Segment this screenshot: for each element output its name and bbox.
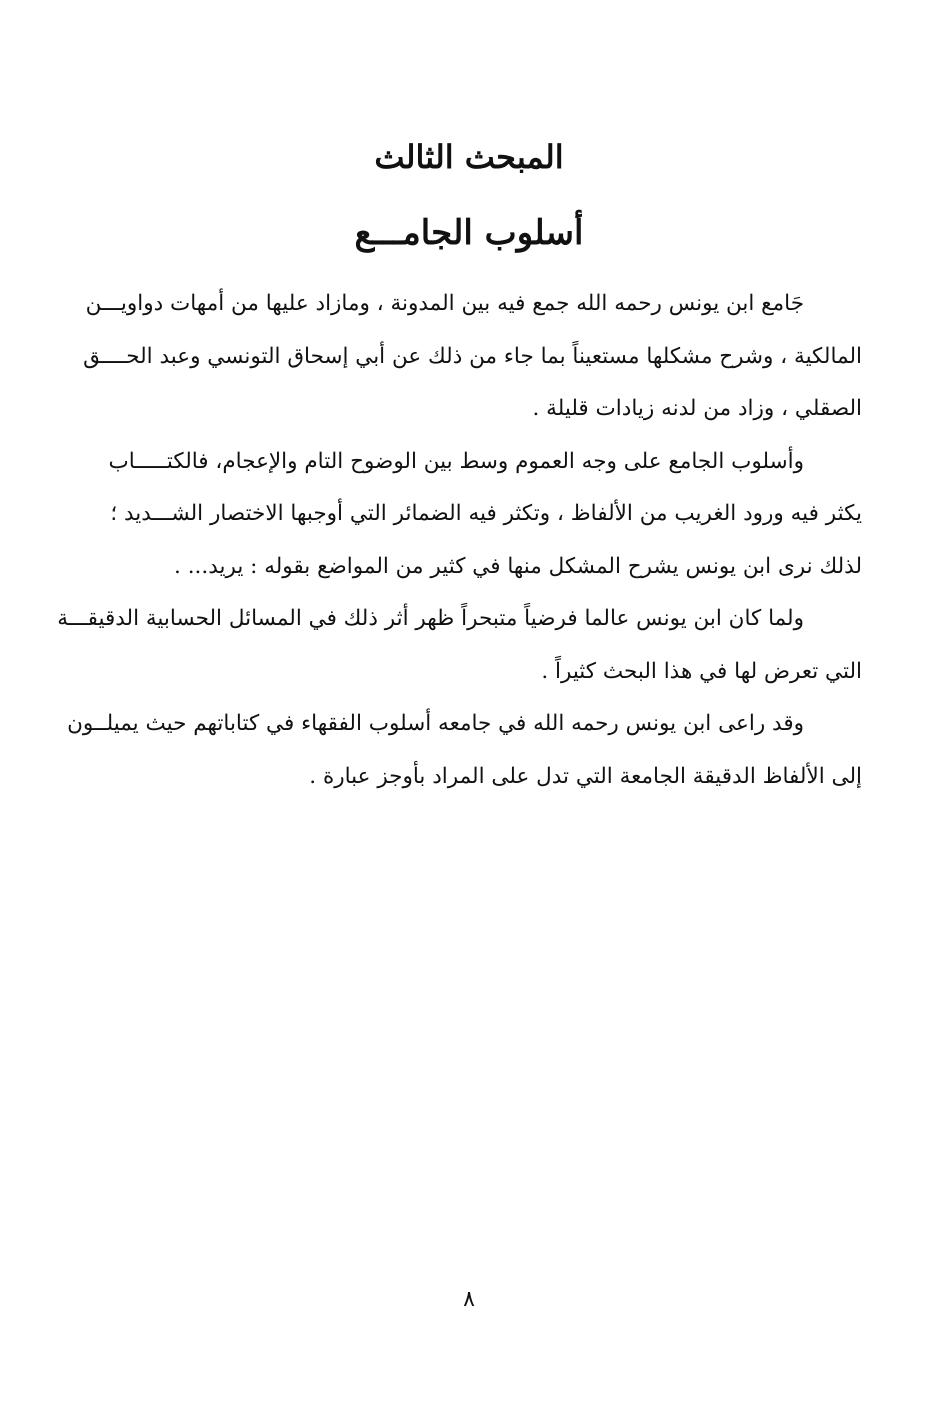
text-line: الصقلي ، وزاد من لدنه زيادات قليلة . <box>532 396 862 421</box>
section-title: المبحث الثالث <box>374 138 564 177</box>
paragraph-3 <box>57 593 862 698</box>
text-line: ولما كان ابن يونس عالما فرضياً متبحراً ظهر أثر ذلك في المسائل الحسابية الدقيقـــة <box>57 606 804 631</box>
text-line: يكثر فيه ورود الغريب من الألفاظ ، وتكثر فيه الضمائر التي أوجبها الاختصار الشـــديد ؛ <box>110 501 862 526</box>
paragraph-4 <box>67 698 862 803</box>
paragraph-1 <box>83 278 862 436</box>
paragraph-2 <box>108 436 862 594</box>
page-number: ٨ <box>463 1287 475 1312</box>
text-line: وقد راعى ابن يونس رحمه الله في جامعه أسلوب الفقهاء في كتاباتهم حيث يميلــون <box>67 711 804 736</box>
section-subtitle: أسلوب الجامـــع <box>354 213 584 254</box>
text-line: جَامع ابن يونس رحمه الله جمع فيه بين المدونة ، ومازاد عليها من أمهات دواويـــن <box>85 291 804 316</box>
text-line: لذلك نرى ابن يونس يشرح المشكل منها في كثير من المواضع بقوله : يريد... . <box>174 553 862 579</box>
text-line: وأسلوب الجامع على وجه العموم وسط بين الوضوح التام والإعجام، فالكتـــــاب <box>108 448 804 474</box>
text-line: المالكية ، وشرح مشكلها مستعيناً بما جاء من ذلك عن أبي إسحاق التونسي وعبد الحــــق <box>83 343 862 369</box>
body-text <box>57 278 862 803</box>
text-line: إلى الألفاظ الدقيقة الجامعة التي تدل على المراد بأوجز عبارة . <box>309 763 862 789</box>
text-line: التي تعرض لها في هذا البحث كثيراً . <box>541 658 862 684</box>
